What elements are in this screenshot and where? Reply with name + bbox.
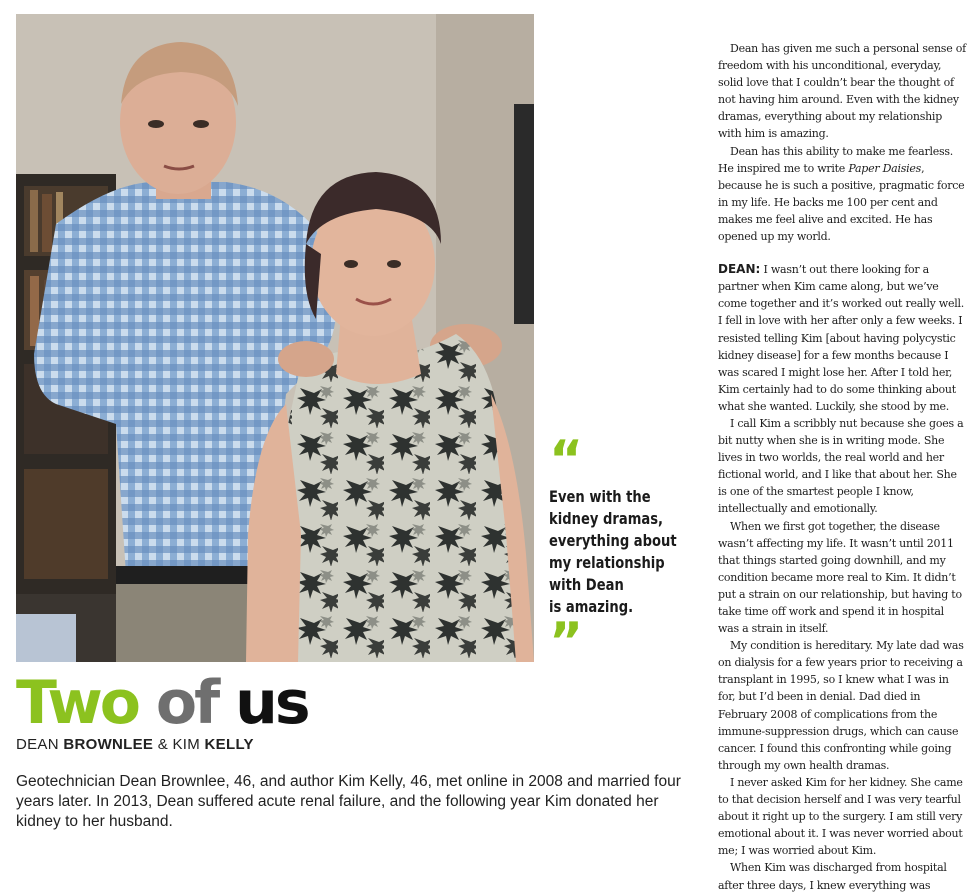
kim-paragraph-1: Dean has given me such a personal sense of freedom with his unconditional, everyday, solid love that I couldn’t bear the thought of not having him around. Even with the kidney dramas, everything about my relationship with him is amazing. [718, 42, 966, 141]
pull-quote [549, 430, 709, 672]
article-column [718, 40, 967, 894]
dean-paragraph-3: When we first got together, the disease wasn’t affecting my life. It wasn’t until 2011 that things started going downhill, and my condition became more real to Kim. It didn’t put a strain on our relationship, but having to take time off work and spend it in hospital was a strain in itself. [718, 519, 962, 636]
byline-first-name-1: DEAN [16, 736, 59, 753]
pull-quote-line: with Dean [549, 575, 624, 594]
couple-photo [16, 14, 534, 662]
open-quote-mark: “ [549, 430, 578, 490]
dean-paragraph-5: I never asked Kim for her kidney. She came to that decision herself and I was very tearful about it right up to the surgery. I am still very emotional about it. I was never worried about me; I was worried about Kim. [718, 775, 963, 858]
book-title: Paper Daisies [848, 161, 922, 175]
section-gap [718, 245, 967, 261]
pull-quote-line: everything about [549, 531, 677, 550]
headline [16, 670, 308, 736]
pull-quote-line: is amazing. [549, 597, 634, 616]
pull-quote-line: my relationship [549, 553, 665, 572]
pull-quote-line: kidney dramas, [549, 509, 664, 528]
headline-word-of: of [155, 668, 218, 738]
dean-paragraph-1 [718, 261, 967, 415]
intro-paragraph [16, 772, 691, 832]
kim-paragraph-2-start: Dean has this ability to make me fearless. He inspired me to write [718, 144, 954, 175]
intro-text: Geotechnician Dean Brownlee, 46, and author Kim Kelly, 46, met online in 2008 and married four years later. In 2013, Dean suffered acute renal failure, and the following year Kim donated her kidney to her husband. [16, 773, 681, 830]
close-quote-mark: ” [549, 612, 578, 672]
byline-first-name-2: KIM [172, 736, 201, 753]
speaker-label-dean: DEAN: [718, 262, 761, 277]
byline-ampersand: & [157, 736, 169, 753]
pull-quote-text [549, 486, 705, 618]
headline-word-two: Two [16, 668, 138, 738]
dean-paragraph-6: When Kim was discharged from hospital after three days, I knew everything was [718, 861, 947, 892]
dean-paragraph-4: My condition is hereditary. My late dad was on dialysis for a few years prior to receiving a transplant in 1995, so I knew what I was in for, but I’d been in denial. Dad died in February 2008 of complications from the immune-suppression drugs, which can cause cancer. I found this confronting while going through my own health dramas. [718, 639, 964, 772]
headline-word-us: us [235, 668, 308, 738]
kim-paragraph-2 [718, 143, 967, 246]
pull-quote-line: Even with the [549, 487, 651, 506]
dean-paragraph-1-text: I wasn’t out there looking for a partner when Kim came along, but we’ve come together and it’s worked out really well. I fell in love with her after only a few weeks. I resisted telling Kim [about having polycystic kidney disease] for a few months because I was scared I might lose her. After I told her, Kim certainly had to do some thinking about what she wanted. Luckily, she stood by me. [718, 263, 965, 413]
byline-last-name-1: BROWNLEE [63, 736, 154, 753]
dean-paragraph-2: I call Kim a scribbly nut because she goes a bit nutty when she is in writing mode. She lives in two worlds, the real world and her fictional world, and I like that about her. She is one of the smartest people I know, intellectually and emotionally. [718, 416, 964, 516]
byline [16, 736, 254, 753]
byline-last-name-2: KELLY [204, 736, 254, 753]
kim-paragraph-2-end: , because he is such a positive, pragmatic force in my life. He backs me 100 per cent and makes me feel alive and excited. He has opened up my world. [718, 161, 965, 244]
